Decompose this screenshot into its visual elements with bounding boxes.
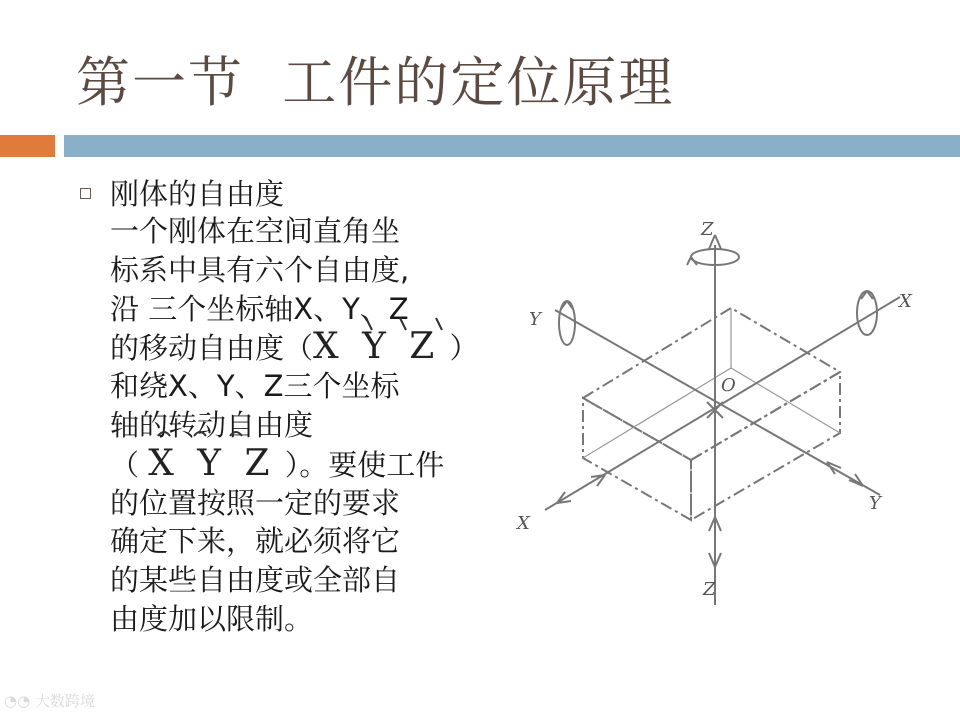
- watermark: [4, 690, 95, 711]
- degrees-of-freedom-diagram: [515, 205, 915, 605]
- translation-mark: [436, 318, 442, 330]
- page-title: 第一节 工件的定位原理: [76, 51, 675, 114]
- bullet-heading: 刚体的自由度: [110, 177, 285, 211]
- body-line: 由度加以限制。: [110, 601, 314, 636]
- body-line: 确定下来，就必须将它: [110, 524, 401, 559]
- body-line: 的位置按照一定的要求: [110, 485, 401, 520]
- body-line: 和绕X、Y、Z三个坐标: [110, 369, 400, 404]
- axis-label: X: [517, 513, 530, 534]
- axis-label: Z: [703, 579, 716, 600]
- body-line: 轴的转动自由度: [110, 407, 314, 442]
- translation-mark: [366, 318, 372, 330]
- body-line: 标系中具有六个自由度,: [110, 252, 410, 287]
- translation-symbols: X Y Z: [313, 326, 441, 368]
- origin-label: O: [721, 375, 736, 396]
- body-line: 沿 三个坐标轴X、Y、Z: [110, 291, 409, 326]
- axis-label: Y: [869, 493, 881, 514]
- body-text-fragment: 的移动自由度（: [110, 331, 314, 366]
- body-text-fragment: ）。要使工件: [275, 447, 445, 482]
- watermark-text: 大数跨境: [34, 692, 95, 710]
- body-text-fragment: ）: [440, 331, 479, 366]
- translation-mark: [400, 318, 406, 330]
- axis-label: Y: [529, 309, 541, 330]
- rotation-symbols: X Y Z: [148, 442, 276, 484]
- rotation-mark: [230, 432, 242, 436]
- watermark-logo-icon: ◔◔: [4, 692, 31, 710]
- body-line: 一个刚体在空间直角坐: [110, 214, 401, 248]
- axis-label: Z: [701, 219, 714, 240]
- axis-label: X: [899, 291, 912, 312]
- rotation-mark: [194, 432, 206, 436]
- body-text-fragment: （: [110, 447, 149, 482]
- rotation-mark: [158, 432, 170, 436]
- body-line: 的某些自由度或全部自: [110, 563, 401, 598]
